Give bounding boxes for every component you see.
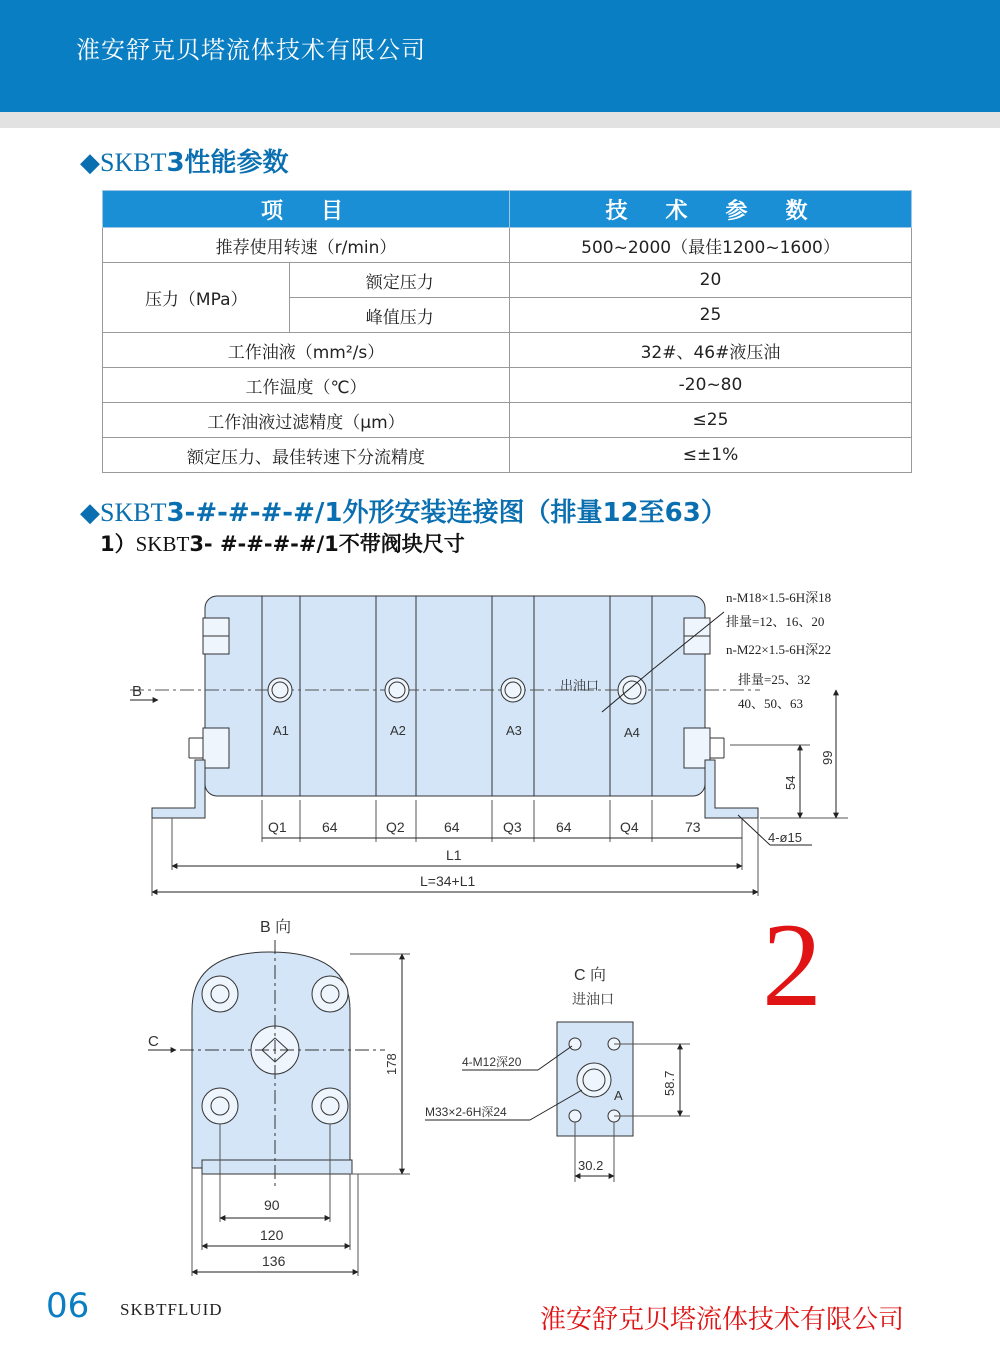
- page-number: 06: [46, 1286, 90, 1326]
- table-row: [103, 333, 912, 368]
- subsection-text: 3- #-#-#-#/1不带阀块尺寸: [189, 532, 465, 556]
- dim-l1: L1: [446, 847, 462, 863]
- footer-company: 淮安舒克贝塔流体技术有限公司: [540, 1305, 905, 1335]
- diamond-icon: ◆: [80, 148, 100, 178]
- rated-pressure-value: 20: [510, 263, 912, 298]
- c-port-a: A: [614, 1088, 623, 1103]
- footer-brand: SKBTFLUID: [120, 1300, 223, 1319]
- c-view-subtitle: 进油口: [572, 991, 614, 1007]
- note-disp-small: 排量=12、16、20: [726, 614, 825, 629]
- note-disp-large1: 排量=25、32: [738, 672, 811, 687]
- pressure-label: 压力（MPa）: [103, 263, 290, 333]
- header-bar: [0, 0, 1000, 112]
- section-title-text: 3-#-#-#-#/1外形安装连接图（排量12至63）: [166, 498, 727, 528]
- port-a1: A1: [273, 723, 289, 738]
- dim-q3: Q3: [503, 819, 522, 835]
- temp-value: -20~80: [510, 368, 912, 403]
- section-title-text: 3性能参数: [166, 148, 289, 178]
- dim-64-a: 64: [322, 819, 338, 835]
- b-view-title: B 向: [260, 919, 292, 936]
- dim-64-c: 64: [556, 819, 572, 835]
- dim-90: 90: [264, 1197, 280, 1213]
- peak-pressure-value: 25: [510, 298, 912, 333]
- m33-note: M33×2-6H深24: [425, 1105, 507, 1119]
- dim-q2: Q2: [386, 819, 405, 835]
- dim-99: 99: [820, 750, 835, 765]
- filter-value: ≤25: [510, 403, 912, 438]
- dim-120: 120: [260, 1227, 284, 1243]
- table-row: [103, 228, 912, 263]
- accuracy-value: ≤±1%: [510, 438, 912, 473]
- speed-label: 推荐使用转速（r/min）: [103, 228, 510, 263]
- dim-178: 178: [384, 1053, 399, 1075]
- big-red-number: 2: [762, 898, 822, 1031]
- table-row: [103, 403, 912, 438]
- temp-label: 工作温度（℃）: [103, 368, 510, 403]
- subsection-prefix: SKBT: [135, 532, 190, 556]
- oil-value: 32#、46#液压油: [510, 333, 912, 368]
- dim-58-7: 58.7: [662, 1070, 677, 1096]
- oil-label: 工作油液（mm²/s）: [103, 333, 510, 368]
- table-row: [103, 263, 912, 298]
- header-company: 淮安舒克贝塔流体技术有限公司: [76, 36, 426, 64]
- subsection-title: [100, 528, 465, 558]
- table-header-row: [103, 191, 912, 228]
- c-view-arrow-label: C: [148, 1033, 159, 1050]
- front-view: [130, 596, 760, 818]
- subsection-number: 1）: [100, 532, 136, 556]
- section-prefix: SKBT: [100, 498, 167, 527]
- table-header-item: 项 目: [103, 191, 510, 228]
- outlet-label: 出油口: [560, 678, 600, 693]
- rated-pressure-label: 额定压力: [290, 263, 510, 298]
- c-view-title: C 向: [574, 967, 607, 984]
- note-m18: n-M18×1.5-6H深18: [726, 590, 832, 605]
- dim-73: 73: [685, 819, 701, 835]
- b-view: [155, 940, 385, 1188]
- accuracy-label: 额定压力、最佳转速下分流精度: [103, 438, 510, 473]
- dim-54: 54: [783, 775, 798, 790]
- m12-note: 4-M12深20: [462, 1055, 522, 1069]
- dim-30-2: 30.2: [578, 1158, 604, 1173]
- dim-l: L=34+L1: [420, 873, 476, 889]
- hole-note: 4-ø15: [768, 830, 802, 845]
- technical-drawing: [0, 570, 1000, 1290]
- dim-64-b: 64: [444, 819, 460, 835]
- port-a2: A2: [390, 723, 406, 738]
- dim-q1: Q1: [268, 819, 287, 835]
- table-row: [103, 368, 912, 403]
- dim-136: 136: [262, 1253, 286, 1269]
- spec-table: [102, 190, 912, 473]
- table-header-param: 技 术 参 数: [510, 191, 912, 228]
- peak-pressure-label: 峰值压力: [290, 298, 510, 333]
- c-view: [557, 1022, 633, 1136]
- view-b-arrow-label: B: [132, 683, 143, 700]
- diamond-icon: ◆: [80, 498, 100, 528]
- note-disp-large2: 40、50、63: [738, 696, 804, 711]
- section-title-installation: [80, 492, 727, 529]
- port-a4: A4: [624, 725, 640, 740]
- table-row: [103, 438, 912, 473]
- note-m22: n-M22×1.5-6H深22: [726, 642, 832, 657]
- filter-label: 工作油液过滤精度（μm）: [103, 403, 510, 438]
- speed-value: 500~2000（最佳1200~1600）: [510, 228, 912, 263]
- section-title-performance: [80, 142, 289, 179]
- port-a3: A3: [506, 723, 522, 738]
- dim-q4: Q4: [620, 819, 639, 835]
- header-stripe: [0, 112, 1000, 128]
- section-prefix: SKBT: [100, 148, 167, 177]
